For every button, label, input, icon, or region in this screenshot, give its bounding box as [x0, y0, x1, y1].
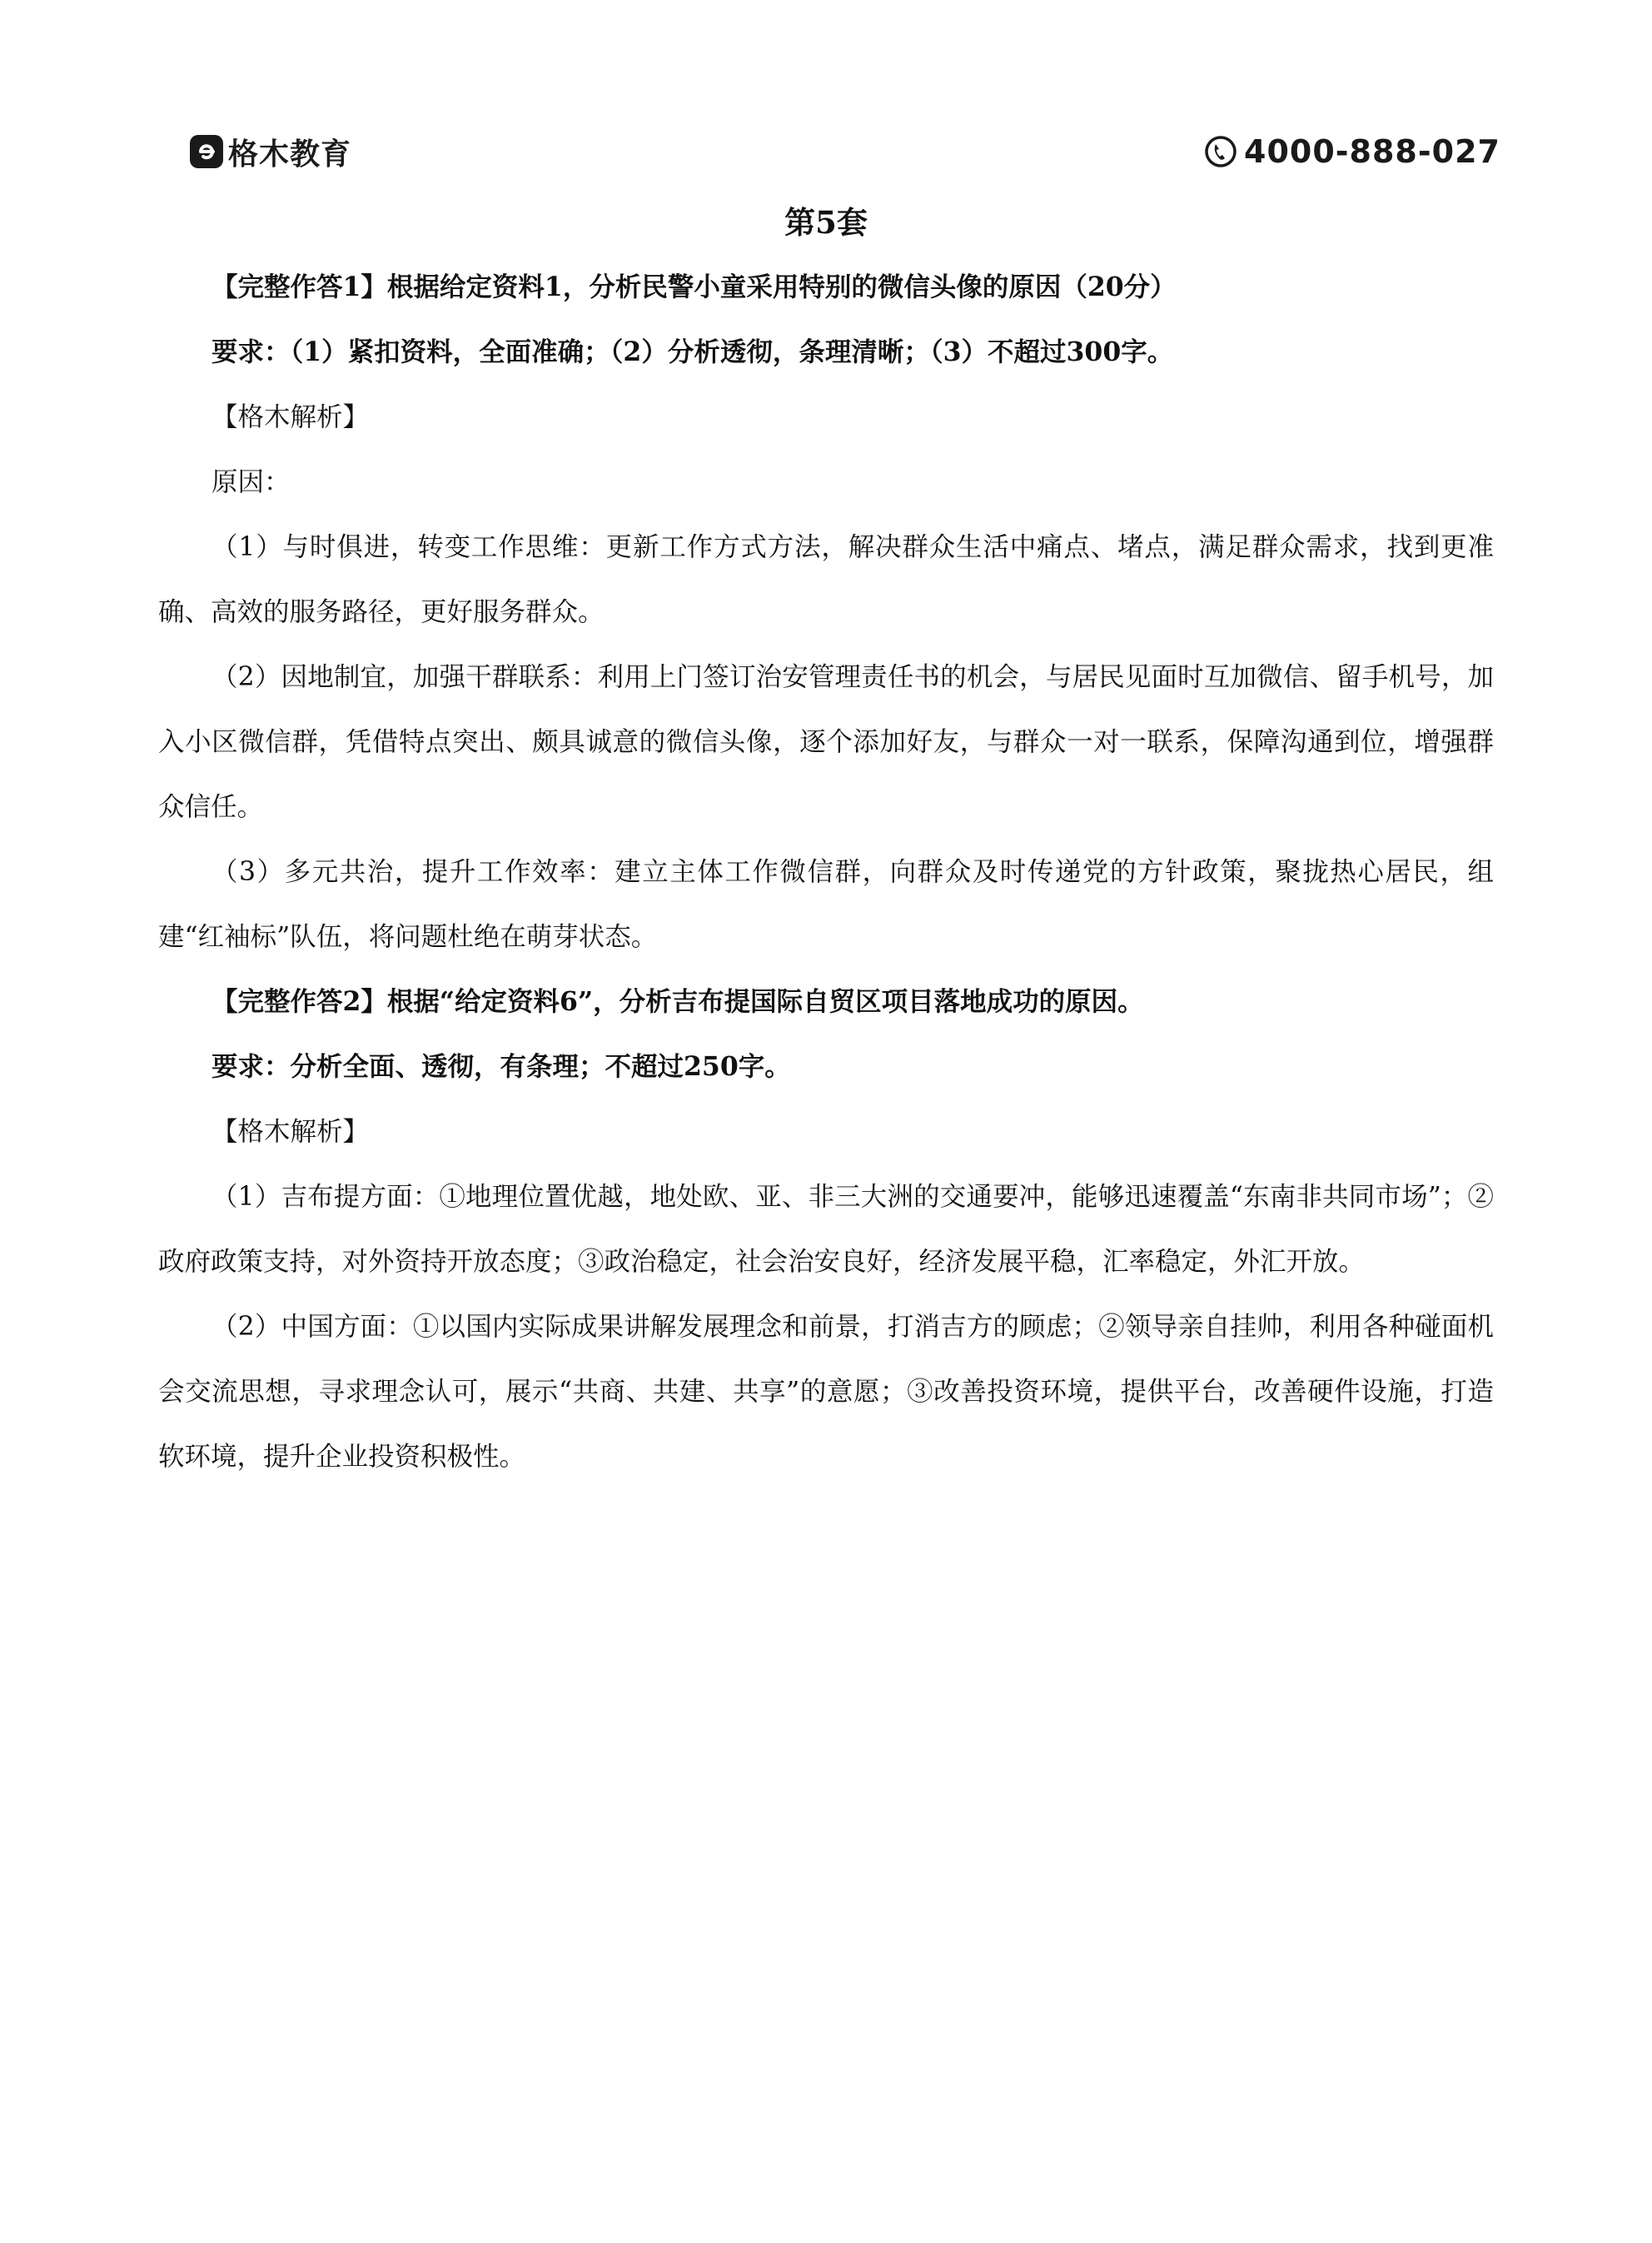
e-logo-icon — [190, 135, 223, 168]
document-body — [158, 190, 1494, 1489]
answer-point: （1）与时俱进，转变工作思维：更新工作方式方法，解决群众生活中痛点、堵点，满足群众需求，找到更准确、高效的服务路径，更好服务群众。 — [158, 532, 1494, 627]
question-2-requirement: 要求：分析全面、透彻，有条理；不超过250字。 — [211, 1051, 791, 1082]
brand-logo — [190, 133, 351, 170]
answer-intro: 原因： — [211, 467, 291, 497]
answer-point: （2）中国方面：①以国内实际成果讲解发展理念和前景，打消吉方的顾虑；②领导亲自挂帅，利用各种碰面机会交流思想，寻求理念认可，展示“共商、共建、共享”的意愿；③改善投资环境，提供平台，改善硬件设施，打造软环境，提升企业投资积极性。 — [158, 1312, 1494, 1472]
question-1-requirement: 要求：（1）紧扣资料，全面准确；（2）分析透彻，条理清晰；（3）不超过300字。 — [211, 336, 1174, 367]
analysis-label: 【格木解析】 — [211, 402, 370, 432]
question-1: 【完整作答1】根据给定资料1，分析民警小童采用特别的微信头像的原因（20分） — [211, 272, 1177, 302]
phone-icon — [1204, 135, 1237, 168]
answer-point: （1）吉布提方面：①地理位置优越，地处欧、亚、非三大洲的交通要冲，能够迅速覆盖“东南非共同市场”；②政府政策支持，对外资持开放态度；③政治稳定，社会治安良好，经济发展平稳，汇率稳定，外汇开放。 — [158, 1182, 1494, 1277]
page-title: 第5套 — [784, 204, 868, 241]
brand-name: 格木教育 — [228, 137, 352, 172]
answer-point: （3）多元共治，提升工作效率：建立主体工作微信群，向群众及时传递党的方针政策，聚拢热心居民，组建“红袖标”队伍，将问题杜绝在萌芽状态。 — [158, 857, 1494, 952]
question-2: 【完整作答2】根据“给定资料6”，分析吉布提国际自贸区项目落地成功的原因。 — [211, 986, 1144, 1017]
hotline-number: 4000-888-027 — [1244, 133, 1500, 170]
answer-point: （2）因地制宜，加强干群联系：利用上门签订治安管理责任书的机会，与居民见面时互加微信、留手机号，加入小区微信群，凭借特点突出、颇具诚意的微信头像，逐个添加好友，与群众一对一联系，保障沟通到位，增强群众信任。 — [158, 662, 1494, 822]
analysis-label: 【格木解析】 — [211, 1117, 370, 1147]
hotline — [1204, 132, 1500, 172]
